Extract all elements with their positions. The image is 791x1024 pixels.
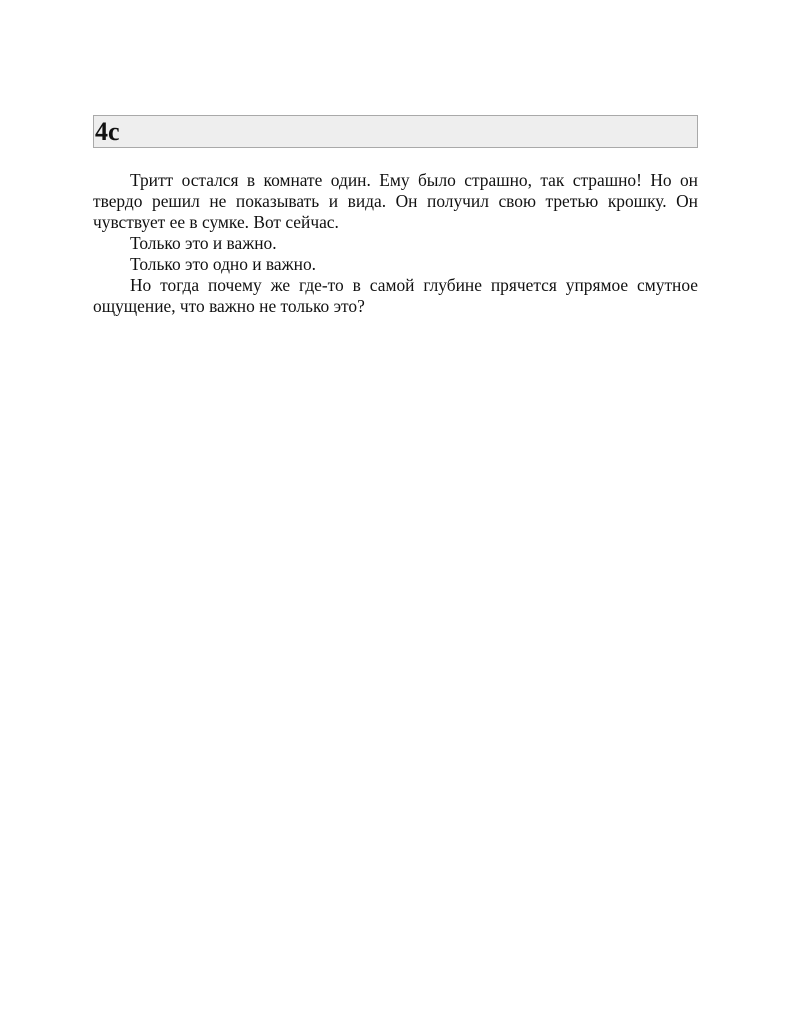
paragraph: Только это и важно. — [130, 233, 277, 253]
chapter-heading: 4c — [93, 115, 698, 148]
paragraph: Но тогда почему же где-то в самой глубине прячется упрямое смутное ощущение, что важно не только это? — [93, 275, 698, 316]
paragraph: Тритт остался в комнате один. Ему было страшно, так страшно! Но он твердо решил не показывать и вида. Он получил свою третью крошку. Он чувствует ее в сумке. Вот сейчас. — [93, 170, 698, 232]
document-page — [93, 115, 698, 317]
paragraph: Только это одно и важно. — [130, 254, 316, 274]
chapter-body — [93, 170, 698, 317]
